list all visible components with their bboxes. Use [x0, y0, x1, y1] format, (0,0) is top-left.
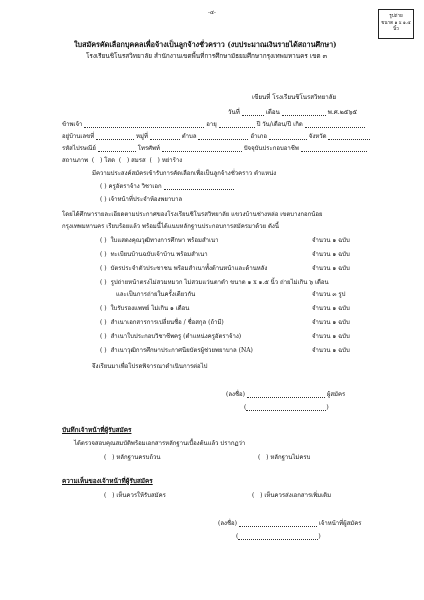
document-quantity: จำนวน ๑ ฉบับ: [312, 305, 350, 312]
document-item[interactable]: [100, 347, 390, 354]
document-label: ใบแสดงคุณวุฒิทางการศึกษา พร้อมสำเนา: [110, 237, 219, 244]
officer-section-heading: บันทึกเจ้าหน้าที่ผู้รับสมัคร: [62, 426, 132, 434]
opinion-accept-label: เห็นควรให้รับสมัคร: [116, 492, 166, 499]
officer-option-complete[interactable]: [104, 454, 161, 461]
postcode-field[interactable]: [98, 145, 136, 152]
amphoe-field[interactable]: [269, 133, 307, 140]
photo-box-line3: นิ้ว: [393, 27, 399, 33]
officer-incomplete-label: หลักฐานไม่ครบ: [270, 454, 311, 461]
document-label: บัตรประจำตัวประชาชน พร้อมสำเนาทั้งด้านหน้าและด้านหลัง: [110, 265, 268, 272]
sign2-suffix: เจ้าหน้าที่ผู้สมัคร: [318, 520, 362, 527]
postcode-line: [62, 145, 367, 152]
date-line: [228, 109, 357, 116]
page-number: -๔-: [208, 10, 216, 16]
age-label: อายุ: [206, 121, 217, 128]
document-quantity: จำนวน ๑ ฉบับ: [312, 319, 350, 326]
document-checkbox[interactable]: ( ): [100, 319, 107, 326]
opinion-more-docs-label: เห็นควรส่งเอกสารเพิ่มเติม: [264, 492, 332, 499]
position-nurse[interactable]: [100, 196, 182, 203]
tambon-label: ตำบล: [181, 133, 197, 140]
officer-complete-label: หลักฐานครบถ้วน: [116, 454, 161, 461]
document-item[interactable]: [100, 265, 390, 272]
date-day-field[interactable]: [242, 109, 264, 116]
amphoe-label: อำเภอ: [250, 133, 267, 140]
sign2-prefix: (ลงชื่อ): [218, 520, 237, 527]
province-field[interactable]: [328, 133, 370, 140]
position-teacher-checkbox[interactable]: ( ): [100, 183, 107, 190]
document-checkbox[interactable]: ( ): [100, 333, 107, 340]
document-label: และเป็นการถ่ายในครั้งเดียวกัน: [116, 291, 196, 298]
document-label: ใบรับรองแพทย์ ไม่เกิน ๑ เดือน: [110, 305, 190, 312]
officer-printed-name-field[interactable]: [238, 533, 318, 540]
document-item[interactable]: [100, 237, 390, 244]
document-quantity: จำนวน ๑ ฉบับ: [312, 237, 350, 244]
document-item: [116, 291, 390, 298]
officer-signature-field[interactable]: [239, 520, 317, 527]
opinion-accept-checkbox[interactable]: ( ): [104, 492, 115, 499]
occupation-field[interactable]: [301, 145, 367, 152]
subject-major-field[interactable]: [164, 183, 234, 190]
address-no-label: อยู่บ้านเลขที่: [62, 133, 95, 140]
position-nurse-checkbox[interactable]: ( ): [100, 196, 107, 203]
date-month-label: เดือน: [265, 109, 280, 116]
tambon-field[interactable]: [198, 133, 248, 140]
document-item[interactable]: [100, 333, 390, 340]
declaration-line1: โดยได้ศึกษารายละเอียดตามประกาศของโรงเรียนชิโนรสวิทยาลัย แขวงบ้านช่างหล่อ เขตบางกอกน้อย: [62, 211, 323, 218]
officer-name-paren: ( ): [236, 533, 321, 540]
document-item[interactable]: [100, 279, 390, 286]
status-single-checkbox[interactable]: ( ): [89, 157, 103, 164]
phone-label: โทรศัพท์: [137, 145, 160, 152]
applicant-signature-field[interactable]: [247, 391, 325, 398]
document-quantity: จำนวน ๑ ฉบับ: [312, 333, 350, 340]
name-label: ข้าพเจ้า: [62, 121, 83, 128]
birth-label: ปี วัน/เดือน/ปี เกิด: [256, 121, 303, 128]
moo-field[interactable]: [150, 133, 180, 140]
occupation-label: ปัจจุบันประกอบอาชีพ: [243, 145, 299, 152]
document-label: สำเนาเอกสารการเปลี่ยนชื่อ / ชื่อสกุล (ถ้ามี): [110, 319, 224, 326]
officer-complete-checkbox[interactable]: ( ): [104, 454, 115, 461]
status-divorced-label: หย่าร้าง: [161, 157, 183, 164]
document-quantity: จำนวน ๑ ฉบับ: [312, 347, 350, 354]
status-single-label: โสด: [104, 157, 115, 164]
opinion-option-accept[interactable]: [104, 492, 166, 499]
date-year-label: พ.ศ.๒๕๖๕: [327, 109, 358, 116]
age-field[interactable]: [219, 121, 255, 128]
officer-section-text: ได้ตรวจสอบคุณสมบัติพร้อมเอกสารหลักฐานเบื้องต้นแล้ว ปรากฏว่า: [74, 440, 246, 447]
officer-option-incomplete[interactable]: [258, 454, 310, 461]
document-quantity: จำนวน ๓ รูป: [312, 291, 346, 298]
status-line: [62, 157, 182, 164]
name-field[interactable]: [84, 121, 204, 128]
birth-field[interactable]: [305, 121, 365, 128]
sign1-suffix: ผู้สมัคร: [326, 391, 346, 398]
photo-placeholder-box: [378, 9, 414, 39]
written-at: เขียนที่ โรงเรียนชิโนรสวิทยาลัย: [252, 94, 337, 101]
officer-signature-line: [218, 520, 362, 527]
document-checkbox[interactable]: ( ): [100, 237, 107, 244]
province-label: จังหวัด: [308, 133, 327, 140]
form-title: ใบสมัครคัดเลือกบุคคลเพื่อจ้างเป็นลูกจ้างชั่วคราว (งบประมาณเงินรายได้สถานศึกษา): [74, 40, 337, 49]
applicant-printed-name-field[interactable]: [246, 404, 326, 411]
photo-box-line2: ขนาด ๑ x ๑.๕: [381, 20, 411, 26]
position-teacher[interactable]: [100, 183, 234, 190]
phone-field[interactable]: [162, 145, 242, 152]
document-quantity: จำนวน ๑ ฉบับ: [312, 265, 350, 272]
date-month-field[interactable]: [282, 109, 326, 116]
intent-text: มีความประสงค์สมัครเข้ารับการคัดเลือกเพื่อเป็นลูกจ้างชั่วคราว ตำแหน่ง: [92, 170, 277, 177]
officer-incomplete-checkbox[interactable]: ( ): [258, 454, 269, 461]
name-line: [62, 121, 365, 128]
status-divorced-checkbox[interactable]: ( ): [147, 157, 160, 164]
document-checkbox[interactable]: ( ): [100, 347, 107, 354]
moo-label: หมู่ที่: [136, 133, 148, 140]
applicant-signature-line: [226, 391, 345, 398]
document-item[interactable]: [100, 251, 390, 258]
photo-box-line1: รูปถ่าย: [389, 13, 403, 19]
closing-text: จึงเรียนมาเพื่อโปรดพิจารณาดำเนินการต่อไป: [92, 363, 208, 370]
status-label: สถานภาพ: [62, 157, 89, 164]
document-checkbox[interactable]: ( ): [100, 305, 107, 312]
date-day-label: วันที่: [228, 109, 240, 116]
document-label: ทะเบียนบ้านฉบับเจ้าบ้าน พร้อมสำเนา: [110, 251, 208, 258]
document-checkbox[interactable]: ( ): [100, 265, 107, 272]
applicant-name-paren: ( ): [244, 404, 329, 411]
declaration-line2: กรุงเทพมหานคร เรียบร้อยแล้ว พร้อมนี้ได้แนบหลักฐานประกอบการสมัครมาด้วย ดังนี้: [62, 223, 279, 230]
document-label: สำเนาวุฒิการศึกษาประกาศนียบัตรผู้ช่วยพยาบาล (NA): [110, 347, 253, 354]
status-married-label: สมรส: [131, 157, 146, 164]
document-checkbox[interactable]: ( ): [100, 251, 107, 258]
status-married-checkbox[interactable]: ( ): [116, 157, 130, 164]
form-subtitle: โรงเรียนชิโนรสวิทยาลัย สำนักงานเขตพื้นที่การศึกษามัธยมศึกษากรุงเทพมหานคร เขต ๓: [86, 52, 327, 60]
address-no-field[interactable]: [96, 133, 134, 140]
document-item[interactable]: [100, 305, 390, 312]
opinion-more-docs-checkbox[interactable]: ( ): [252, 492, 263, 499]
document-item[interactable]: [100, 319, 390, 326]
position-teacher-label: ครูอัตราจ้าง วิชาเอก: [108, 183, 162, 190]
opinion-option-more-docs[interactable]: [252, 492, 331, 499]
document-label: รูปถ่ายหน้าตรงไม่สวมหมวก ไม่สวมแว่นตาดำ ขนาด ๑ x ๑.๕ นิ้ว ถ่ายไม่เกิน ๖ เดือน: [110, 279, 329, 286]
document-checkbox[interactable]: ( ): [100, 279, 107, 286]
sign1-prefix: (ลงชื่อ): [226, 391, 245, 398]
opinion-section-heading: ความเห็นของเจ้าหน้าที่ผู้รับสมัคร: [62, 477, 153, 485]
address-line: [62, 133, 370, 140]
position-nurse-label: เจ้าหน้าที่ประจำห้องพยาบาล: [108, 196, 183, 203]
document-quantity: จำนวน ๑ ฉบับ: [312, 251, 350, 258]
postcode-label: รหัสไปรษณีย์: [62, 145, 96, 152]
document-label: สำเนาใบประกอบวิชาชีพครู (ตำแหน่งครูอัตราจ้าง): [110, 333, 242, 340]
